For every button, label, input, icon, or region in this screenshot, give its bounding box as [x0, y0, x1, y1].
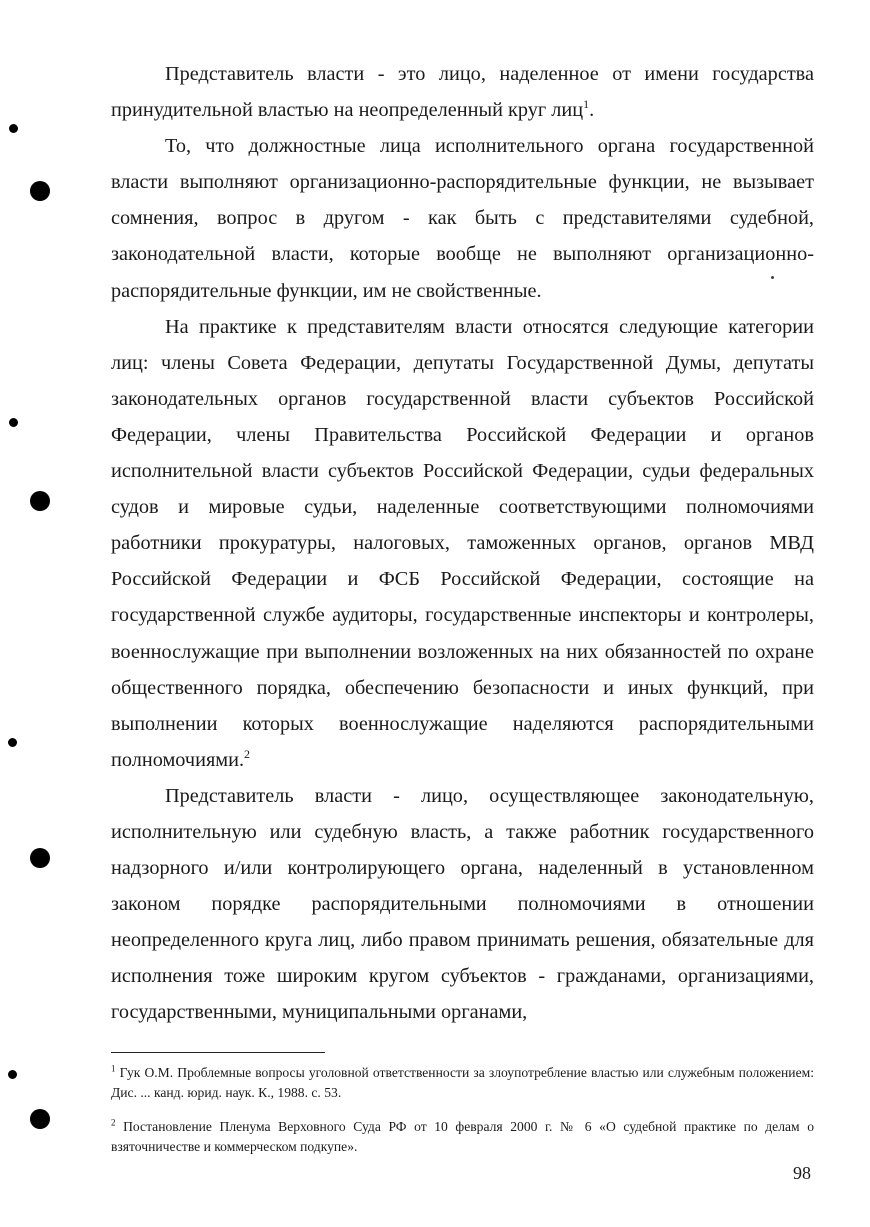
scan-spot-4	[8, 1070, 17, 1079]
binder-hole-3	[30, 848, 50, 868]
body-text	[111, 56, 814, 1031]
scan-spot-2	[9, 418, 18, 427]
scan-spot-3	[8, 738, 17, 747]
footnote-separator	[111, 1052, 325, 1053]
paragraph-4: Представитель власти - лицо, осуществляющее законодательную, исполнительную или судебную власть, а также работник государственного надзорного и/или контролирующего органа, наделенный в установленном законом порядке распорядительными полномочиями в отношении неопределенного круга лиц, либо правом принимать решения, обязательные для исполнения тоже широким кругом субъектов - гражданами, организациями, государственными, муниципальными органами,	[111, 784, 814, 1024]
footnote-mark-1: 1	[111, 1063, 116, 1074]
paragraph-2: То, что должностные лица исполнительного органа государственной власти выполняют организационно-распорядительные функции, не вызывает сомнения, вопрос в другом - как быть с представителями судебной, законодательной власти, которые вообще не выполняют организационно-распорядительные функции, им не свойственные.	[111, 135, 814, 302]
paragraph-1: Представитель власти - это лицо, наделенное от имени государства принудительной властью на неопределенный круг лиц$^1$.	[111, 63, 814, 122]
binder-hole-1	[30, 181, 50, 201]
binder-hole-2	[30, 491, 50, 511]
scan-spot-1	[9, 124, 18, 133]
footnote-ref-1: 1	[583, 97, 590, 112]
page-number: 98	[793, 1163, 811, 1183]
footnote-1: $^1$ Гук О.М. Проблемные вопросы уголовной ответственности за злоупотребление властью или служебным положением: Дис. ... канд. юрид. наук. К., 1988. с. 53.	[111, 1063, 814, 1100]
paragraph-3: На практике к представителям власти относятся следующие категории лиц: члены Совета Федерации, депутаты Государственной Думы, депутаты законодательных органов государственной власти субъектов Российской Федерации, члены Правительства Российской Федерации и органов исполнительной власти субъектов Российской Федерации, судьи федеральных судов и мировые судьи, наделенные соответствующими полномочиями работники прокуратуры, налоговых, таможенных органов, органов МВД Российской Федерации и ФСБ Российской Федерации, состоящие на государственной службе аудиторы, государственные инспекторы и контролеры, военнослужащие при выполнении возложенных на них обязанностей по охране общественного порядка, обеспечению безопасности и иных функций, при выполнении которых военнослужащие наделяются распорядительными полномочиями.$^2$	[111, 315, 814, 771]
footnotes	[111, 1063, 814, 1171]
footnote-ref-2: 2	[244, 747, 251, 762]
binder-hole-4	[30, 1109, 50, 1129]
footnote-2: $^2$ Постановление Пленума Верховного Суда РФ от 10 февраля 2000 г. № 6 «О судебной практике по делам о взяточничестве и коммерческом подкупе».	[111, 1117, 814, 1154]
footnote-mark-2: 2	[111, 1117, 116, 1128]
